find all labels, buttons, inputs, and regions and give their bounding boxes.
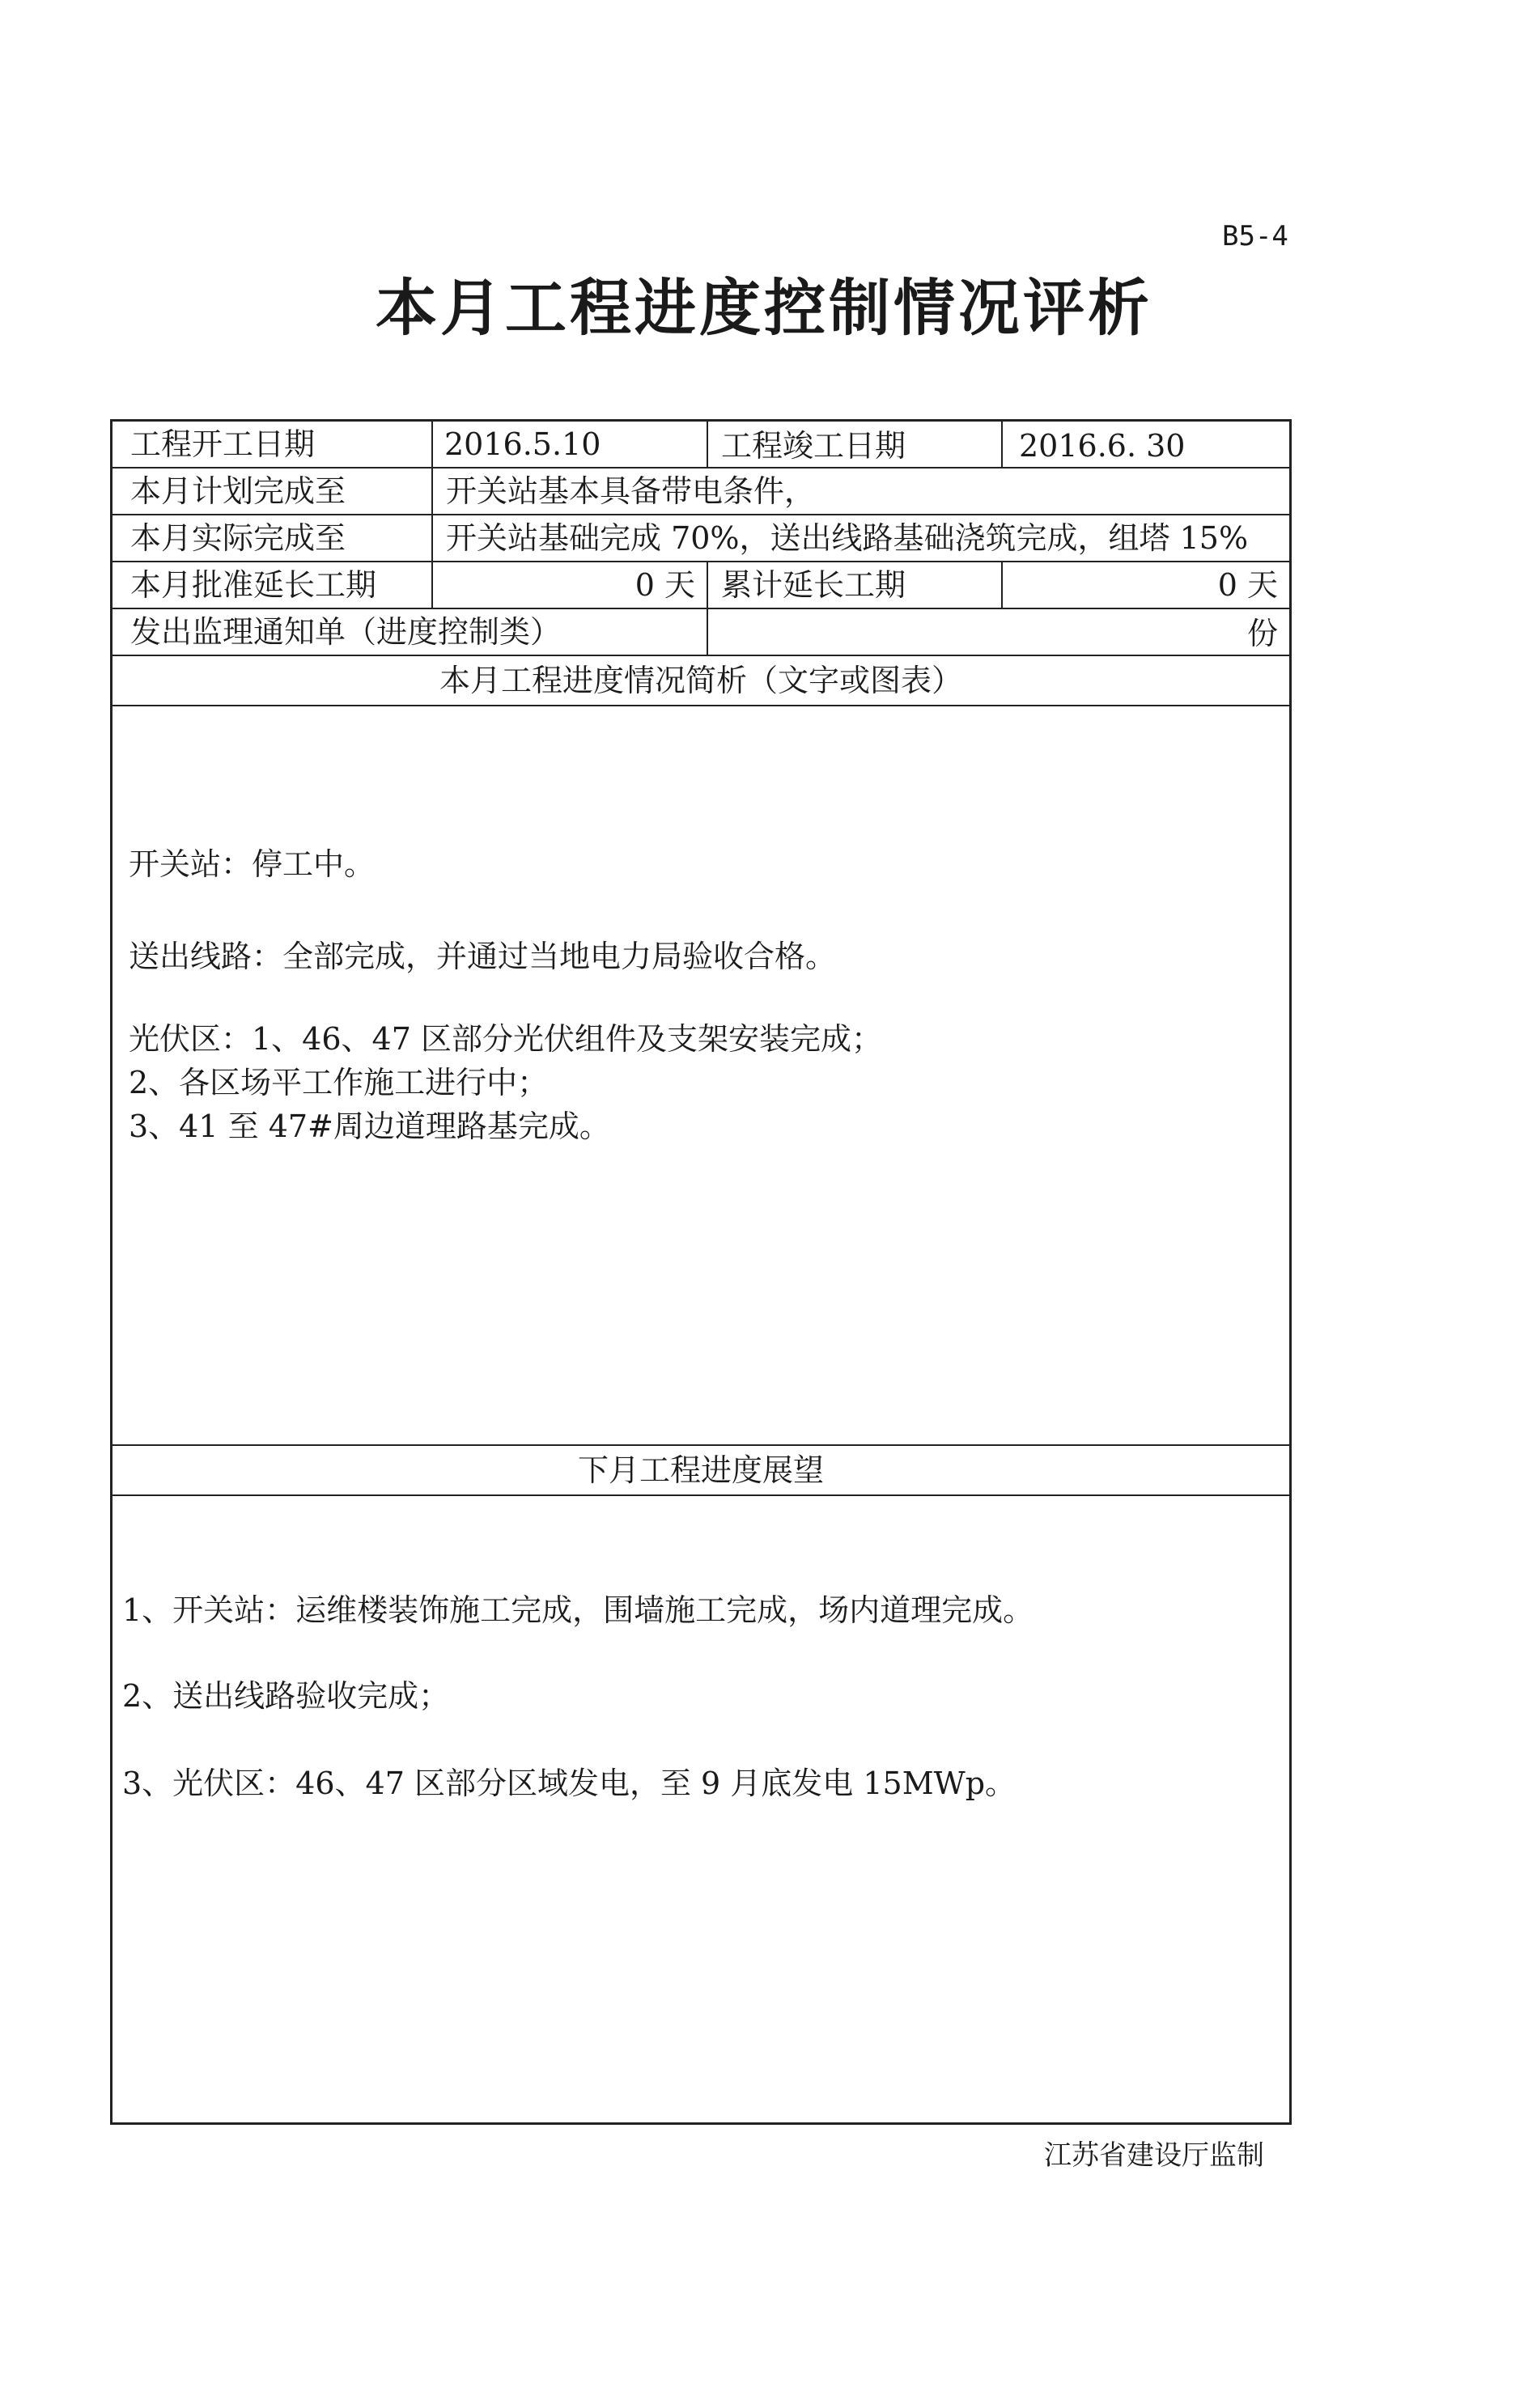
outlook-heading: 下月工程进度展望 [577,1452,824,1488]
start-date-label: 工程开工日期 [130,426,316,462]
approved-extension-label: 本月批准延长工期 [130,567,377,603]
approved-extension-value: 0 天 [635,567,695,603]
notice-label: 发出监理通知单（进度控制类） [130,614,562,650]
cumulative-extension-label: 累计延长工期 [721,567,906,603]
progress-form-table [110,419,1292,2125]
column-divider [1001,561,1003,608]
row-divider [112,705,1289,706]
analysis-heading: 本月工程进度情况简析（文字或图表） [439,663,962,698]
outlook-line: 1、开关站：运维楼装饰施工完成，围墙施工完成，场内道理完成。 [122,1592,1034,1628]
end-date-label: 工程竣工日期 [721,428,906,464]
end-date-value: 2016.6. 30 [1019,428,1186,464]
actual-value: 开关站基础完成 70%，送出线路基础浇筑完成，组塔 15% [446,520,1249,556]
column-divider [707,422,708,467]
notice-value: 份 [1246,616,1278,651]
footer-issuer: 江苏省建设厅监制 [1044,2139,1264,2172]
row-divider [112,1444,1289,1446]
column-divider [1001,422,1003,467]
start-date-value: 2016.5.10 [444,426,601,462]
planned-label: 本月计划完成至 [130,473,346,509]
page-title: 本月工程进度控制情况评析 [376,272,1152,344]
form-code: B5-4 [1222,220,1288,252]
analysis-line: 光伏区：1、46、47 区部分光伏组件及支架安装完成； [129,1021,882,1057]
actual-label: 本月实际完成至 [130,520,346,556]
planned-value: 开关站基本具备带电条件， [446,473,816,509]
analysis-line: 开关站：停工中。 [129,846,376,882]
outlook-line: 3、光伏区：46、47 区部分区域发电，至 9 月底发电 15MWp。 [122,1766,1017,1801]
analysis-line: 送出线路：全部完成，并通过当地电力局验收合格。 [129,939,837,974]
column-divider [431,422,433,608]
analysis-line: 3、41 至 47#周边道理路基完成。 [129,1109,610,1144]
analysis-line: 2、各区场平工作施工进行中； [129,1065,549,1100]
outlook-line: 2、送出线路验收完成； [122,1678,450,1714]
row-divider [112,1494,1289,1496]
column-divider [707,561,708,655]
cumulative-extension-value: 0 天 [1217,567,1278,603]
